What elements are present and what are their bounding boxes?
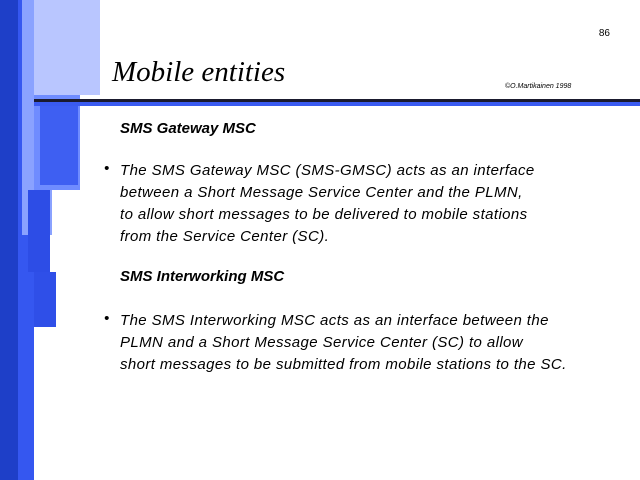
copyright-notice: ©O.Martikainen 1998 [505,83,572,90]
bullet-text [120,310,600,376]
bullet-dot: • [104,160,110,177]
decorative-bar-left-1 [0,0,18,480]
bullet-line: between a Short Message Service Center and the PLMN, [120,184,523,201]
bullet-line: from the Service Center (SC). [120,228,330,245]
bullet-line: PLMN and a Short Message Service Center (SC) to allow [120,334,524,351]
title-rule-blue [34,102,640,106]
section-heading-sms-interworking-msc: SMS Interworking MSC [120,268,285,285]
bullet-line: to allow short messages to be delivered to mobile stations [120,206,528,223]
decorative-block-bottom [34,272,56,327]
bullet-dot: • [104,310,110,327]
bullet-text [120,160,600,248]
bullet-line: The SMS Gateway MSC (SMS-GMSC) acts as an interface [120,162,535,179]
bullet-line: The SMS Interworking MSC acts as an interface between the [120,312,549,329]
bullet-line: short messages to be submitted from mobile stations to the SC. [120,356,567,373]
section-heading-sms-gateway-msc: SMS Gateway MSC [120,120,256,137]
decorative-block-mid-dark [40,105,78,185]
decorative-block-lower [28,190,50,272]
page-number: 86 [598,28,610,39]
slide-title: Mobile entities [112,56,286,88]
decorative-block-top [34,0,100,95]
